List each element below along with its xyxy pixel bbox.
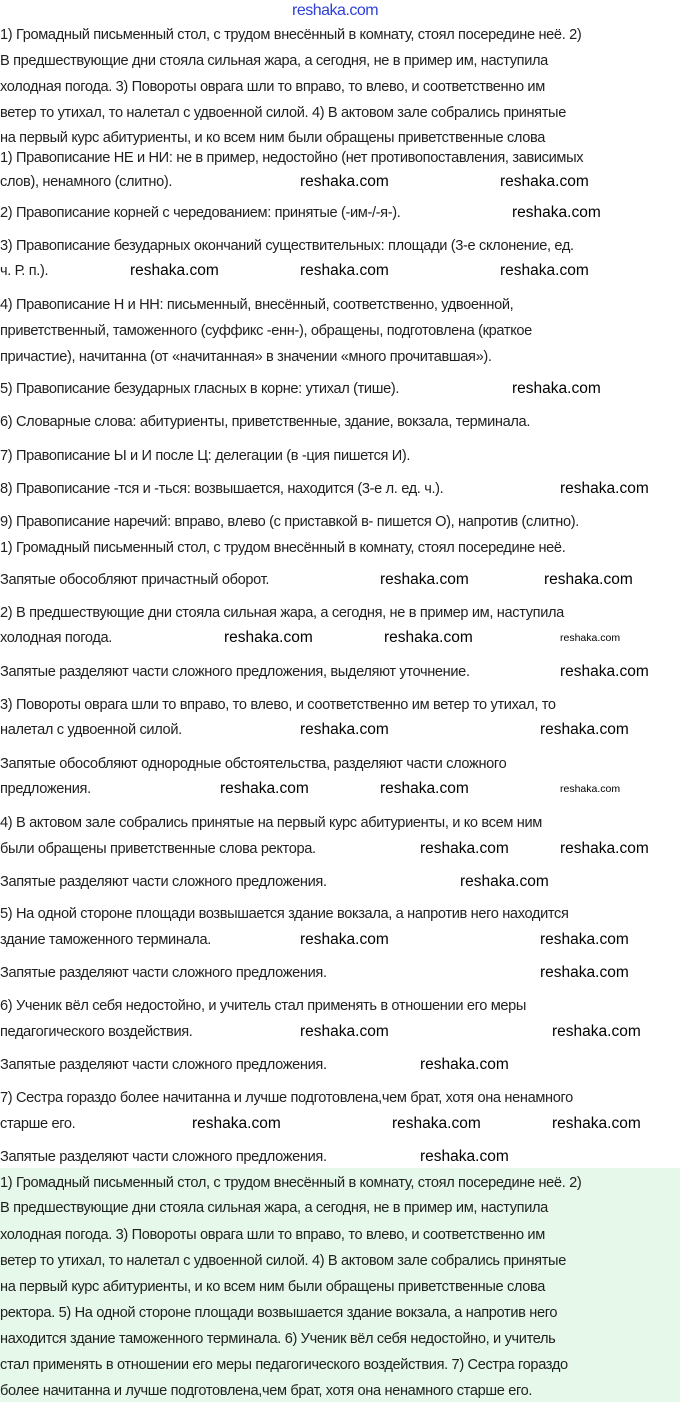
watermark: reshaka.com — [300, 173, 389, 190]
final-text-line: ветер то утихал, то налетал с удвоенной силой. 4) В актовом зале собрались принятые — [0, 1253, 566, 1269]
watermark: reshaka.com — [540, 931, 629, 948]
analysis-line: 5) Правописание безударных гласных в корне: утихал (тише). — [0, 381, 400, 397]
text-line: В предшествующие дни стояла сильная жара, а сегодня, не в пример им, наступила — [0, 53, 548, 69]
analysis-line: 6) Словарные слова: абитуриенты, приветственные, здание, вокзала, терминала. — [0, 414, 531, 430]
analysis-line: предложения. — [0, 781, 91, 797]
final-text-line: стал применять в отношении его меры педагогического воздействия. 7) Сестра гораздо — [0, 1357, 568, 1373]
watermark: reshaka.com — [560, 663, 649, 680]
watermark: reshaka.com — [420, 840, 509, 857]
watermark: reshaka.com — [300, 1023, 389, 1040]
watermark: reshaka.com — [552, 1023, 641, 1040]
watermark: reshaka.com — [540, 964, 629, 981]
analysis-line: холодная погода. — [0, 630, 112, 646]
watermark: reshaka.com — [380, 780, 469, 797]
final-text-line: ректора. 5) На одной стороне площади возвышается здание вокзала, а напротив него — [0, 1305, 558, 1321]
watermark: reshaka.com — [500, 173, 589, 190]
analysis-line: Запятые разделяют части сложного предложения. — [0, 965, 327, 981]
watermark: reshaka.com — [544, 571, 633, 588]
analysis-line: ч. Р. п.). — [0, 263, 49, 279]
watermark: reshaka.com — [300, 931, 389, 948]
analysis-line: Запятые разделяют части сложного предложения. — [0, 1149, 327, 1165]
watermark: reshaka.com — [460, 873, 549, 890]
final-text-line: на первый курс абитуриенты, и ко всем ним были обращены приветственные слова — [0, 1279, 546, 1295]
watermark: reshaka.com — [512, 380, 601, 397]
analysis-line: 4) В актовом зале собрались принятые на первый курс абитуриенты, и ко всем ним — [0, 815, 542, 831]
analysis-line: педагогического воздействия. — [0, 1024, 193, 1040]
watermark: reshaka.com — [380, 571, 469, 588]
watermark: reshaka.com — [552, 1115, 641, 1132]
analysis-line: здание таможенного терминала. — [0, 932, 211, 948]
watermark: reshaka.com — [220, 780, 309, 797]
watermark: reshaka.com — [560, 480, 649, 497]
analysis-line: 9) Правописание наречий: вправо, влево (с приставкой в- пишется О), напротив (слитно). — [0, 514, 579, 530]
analysis-line: 6) Ученик вёл себя недостойно, и учитель стал применять в отношении его меры — [0, 998, 527, 1014]
analysis-line: налетал с удвоенной силой. — [0, 722, 182, 738]
analysis-line: 7) Правописание Ы и И после Ц: делегации (в -ция пишется И). — [0, 448, 411, 464]
analysis-line: 2) Правописание корней с чередованием: принятые (-им-/-я-). — [0, 205, 401, 221]
final-text-line: холодная погода. 3) Повороты оврага шли то вправо, то влево, и соответственно им — [0, 1227, 545, 1243]
analysis-line: были обращены приветственные слова ректора. — [0, 841, 316, 857]
analysis-line: 4) Правописание Н и НН: письменный, внесённый, соответственно, удвоенной, — [0, 297, 514, 313]
analysis-line: Запятые обособляют причастный оборот. — [0, 572, 270, 588]
watermark: reshaka.com — [512, 204, 601, 221]
watermark: reshaka.com — [560, 632, 621, 644]
watermark: reshaka.com — [500, 262, 589, 279]
watermark: reshaka.com — [392, 1115, 481, 1132]
watermark: reshaka.com — [300, 721, 389, 738]
watermark: reshaka.com — [560, 840, 649, 857]
watermark: reshaka.com — [300, 262, 389, 279]
analysis-line: Запятые разделяют части сложного предложения, выделяют уточнение. — [0, 664, 470, 680]
analysis-line: 7) Сестра гораздо более начитанна и лучше подготовлена,чем брат, хотя она ненамного — [0, 1090, 573, 1106]
watermark: reshaka.com — [420, 1148, 509, 1165]
analysis-line: 3) Повороты оврага шли то вправо, то влево, и соответственно им ветер то утихал, то — [0, 697, 556, 713]
analysis-line: 1) Громадный письменный стол, с трудом внесённый в комнату, стоял посередине неё. — [0, 540, 566, 556]
final-text-line: 1) Громадный письменный стол, с трудом внесённый в комнату, стоял посередине неё. 2) — [0, 1175, 582, 1191]
text-line: ветер то утихал, то налетал с удвоенной силой. 4) В актовом зале собрались принятые — [0, 105, 566, 121]
analysis-line: 3) Правописание безударных окончаний существительных: площади (3-е склонение, ед. — [0, 238, 574, 254]
watermark: reshaka.com — [560, 783, 621, 795]
text-line: на первый курс абитуриенты, и ко всем ним были обращены приветственные слова — [0, 130, 546, 146]
analysis-line: Запятые разделяют части сложного предложения. — [0, 874, 327, 890]
text-line: холодная погода. 3) Повороты оврага шли то вправо, то влево, и соответственно им — [0, 79, 545, 95]
analysis-line: Запятые обособляют однородные обстоятельства, разделяют части сложного — [0, 756, 507, 772]
analysis-line: причастие), начитанна (от «начитанная» в значении «много прочитавшая»). — [0, 349, 492, 365]
analysis-line: 1) Правописание НЕ и НИ: не в пример, недостойно (нет противопоставления, зависимых — [0, 150, 584, 166]
watermark: reshaka.com — [192, 1115, 281, 1132]
watermark: reshaka.com — [384, 629, 473, 646]
final-text-line: В предшествующие дни стояла сильная жара, а сегодня, не в пример им, наступила — [0, 1200, 548, 1216]
analysis-line: старше его. — [0, 1116, 76, 1132]
text-line: 1) Громадный письменный стол, с трудом внесённый в комнату, стоял посередине неё. 2) — [0, 27, 582, 43]
analysis-line: Запятые разделяют части сложного предложения. — [0, 1057, 327, 1073]
final-text-line: более начитанна и лучше подготовлена,чем брат, хотя она ненамного старше его. — [0, 1383, 533, 1399]
watermark: reshaka.com — [420, 1056, 509, 1073]
watermark: reshaka.com — [130, 262, 219, 279]
analysis-line: 8) Правописание -тся и -ться: возвышается, находится (3-е л. ед. ч.). — [0, 481, 444, 497]
analysis-line: слов), ненамного (слитно). — [0, 174, 173, 190]
final-text-line: находится здание таможенного терминала. 6) Ученик вёл себя недостойно, и учитель — [0, 1331, 556, 1347]
watermark: reshaka.com — [540, 721, 629, 738]
analysis-line: 2) В предшествующие дни стояла сильная жара, а сегодня, не в пример им, наступила — [0, 605, 564, 621]
analysis-line: приветственный, таможенного (суффикс -енн-), обращены, подготовлена (краткое — [0, 323, 532, 339]
analysis-line: 5) На одной стороне площади возвышается здание вокзала, а напротив него находится — [0, 906, 569, 922]
watermark: reshaka.com — [224, 629, 313, 646]
site-logo-watermark: reshaka.com — [292, 2, 379, 19]
